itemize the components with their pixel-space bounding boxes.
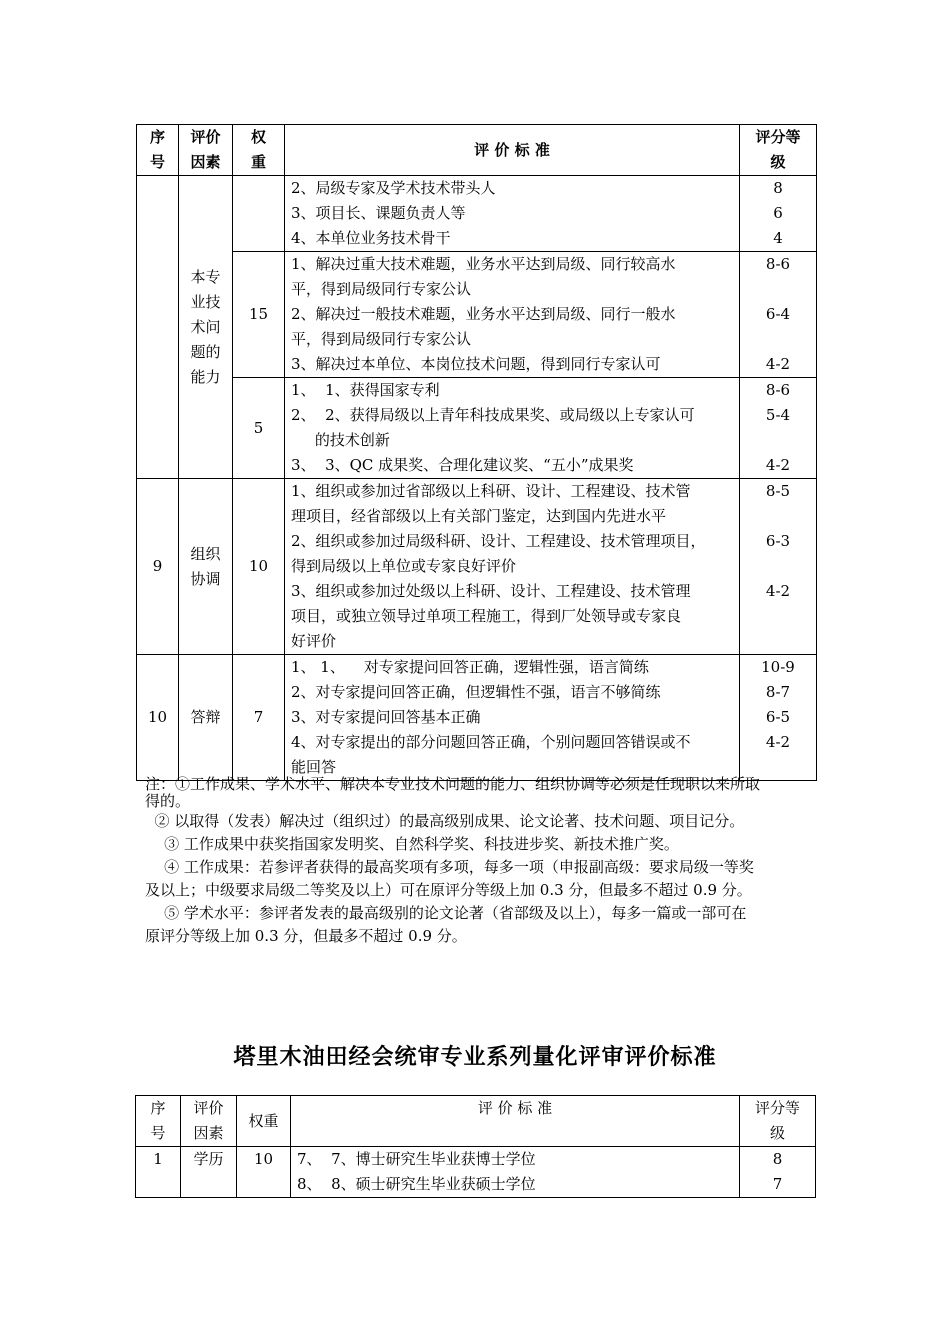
header-grade: 评分等 级 [740, 125, 817, 176]
row10-factor: 答辩 [179, 655, 233, 781]
note-line: ④ 工作成果：若参评者获得的最高奖项有多项，每多一项（申报副高级：要求局级一等奖 [145, 858, 754, 876]
table1-header-row [137, 125, 817, 176]
row9-weight: 10 [233, 479, 285, 655]
note-line: 注：①工作成果、学术水平、解决本专业技术问题的能力、组织协调等必须是任现职以来所取 [145, 775, 761, 793]
group-a-block3-grades: 8-6 5-4 4-2 [740, 378, 817, 479]
row10-weight: 7 [233, 655, 285, 781]
note-line: 原评分等级上加 0.3 分，但最多不超过 0.9 分。 [145, 927, 467, 945]
header-standard: 评 价 标 准 [285, 125, 740, 176]
evaluation-table-1 [136, 124, 817, 781]
section2-title: 塔里木油田经会统审专业系列量化评审评价标准 [233, 1045, 717, 1070]
t2-row1-seq: 1 [136, 1147, 181, 1198]
row9-factor: 组织 协调 [179, 479, 233, 655]
group-a-block1-grades: 8 6 4 [740, 176, 817, 252]
t2-header-seq: 序 号 [136, 1096, 181, 1147]
table-row [136, 1147, 816, 1198]
header-seq: 序 号 [137, 125, 179, 176]
note-line: 得的。 [145, 792, 191, 810]
row9-standard: 1、组织或参加过省部级以上科研、设计、工程建设、技术管 理项目，经省部级以上有关部门鉴定，达到国内先进水平 2、组织或参加过局级科研、设计、工程建设、技术管理项目， 得到局级以上单位或专家良好评价 3、组织或参加过处级以上科研、设计、工程建设、技术管理 项目，或独立领导过单项工程施工，得到厂处领导或专家良 好评价 [285, 479, 740, 655]
t2-row1-standard: 7、 7、博士研究生毕业获博士学位 8、 8、硕士研究生毕业获硕士学位 [291, 1147, 740, 1198]
note-line: ② 以取得（发表）解决过（组织过）的最高级别成果、论文论著、技术问题、项目记分。 [145, 812, 745, 830]
t2-header-weight: 权重 [237, 1096, 291, 1147]
t2-row1-factor: 学历 [181, 1147, 237, 1198]
group-a-block1-standard: 2、局级专家及学术技术带头人 3、项目长、课题负责人等 4、本单位业务技术骨干 [285, 176, 740, 252]
t2-header-standard: 评 价 标 准 [291, 1096, 740, 1147]
table-row [137, 655, 817, 781]
group-a-block2-standard: 1、解决过重大技术难题，业务水平达到局级、同行较高水 平，得到局级同行专家公认 2、解决过一般技术难题，业务水平达到局级、同行一般水 平，得到局级同行专家公认 3、解决过本单位、本岗位技术问题，得到同行专家认可 [285, 252, 740, 378]
note-line: ③ 工作成果中获奖指国家发明奖、自然科学奖、科技进步奖、新技术推广奖。 [145, 835, 679, 853]
note-line: ⑤ 学术水平：参评者发表的最高级别的论文论著（省部级及以上），每多一篇或一部可在 [145, 904, 747, 922]
group-a-block3-weight: 5 [233, 378, 285, 479]
row10-grades: 10-9 8-7 6-5 4-2 [740, 655, 817, 781]
group-a-factor: 本专 业技 术问 题的 能力 [179, 176, 233, 479]
row9-grades: 8-5 6-3 4-2 [740, 479, 817, 655]
table2-header-row [136, 1096, 816, 1147]
header-weight: 权 重 [233, 125, 285, 176]
table-row [137, 479, 817, 655]
row9-seq: 9 [137, 479, 179, 655]
header-factor: 评价 因素 [179, 125, 233, 176]
t2-row1-weight: 10 [237, 1147, 291, 1198]
group-a-block3-standard: 1、 1、获得国家专利 2、 2、获得局级以上青年科技成果奖、或局级以上专家认可 的技术创新 3、 3、QC 成果奖、合理化建议奖、“五小”成果奖 [285, 378, 740, 479]
table-row [137, 252, 817, 378]
row10-standard: 1、 1、 对专家提问回答正确，逻辑性强，语言简练 2、对专家提问回答正确，但逻辑性不强，语言不够简练 3、对专家提问回答基本正确 4、对专家提出的部分问题回答正确，个别问题回答错误或不 能回答 [285, 655, 740, 781]
group-a-seq-cell [137, 176, 179, 479]
notes-section [145, 776, 810, 948]
table-row [137, 378, 817, 479]
note-line: 及以上；中级要求局级二等奖及以上）可在原评分等级上加 0.3 分，但最多不超过 0.9 分。 [145, 881, 752, 899]
t2-header-factor: 评价 因素 [181, 1096, 237, 1147]
group-a-block1-weight [233, 176, 285, 252]
group-a-block2-weight: 15 [233, 252, 285, 378]
group-a-block2-grades: 8-6 6-4 4-2 [740, 252, 817, 378]
t2-row1-grades: 8 7 [740, 1147, 816, 1198]
t2-header-grade: 评分等 级 [740, 1096, 816, 1147]
table-row [137, 176, 817, 252]
row10-seq: 10 [137, 655, 179, 781]
evaluation-table-2 [135, 1095, 816, 1198]
